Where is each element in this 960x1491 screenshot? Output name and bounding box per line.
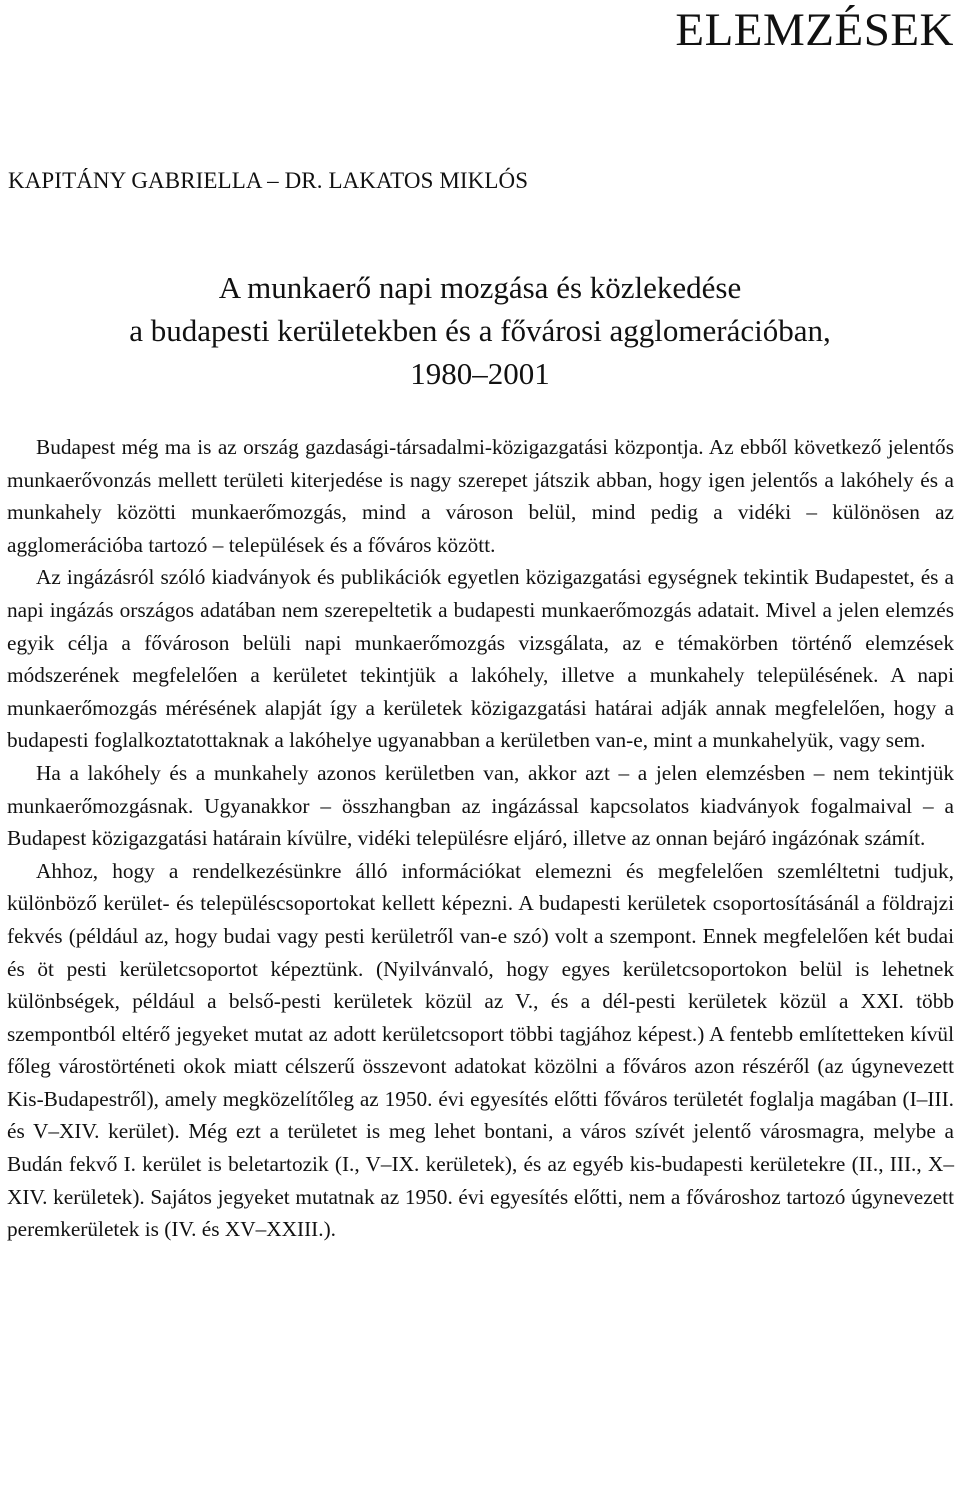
- paragraph-3: Ha a lakóhely és a munkahely azonos kerületben van, akkor azt – a jelen elemzésben – nem tekintjük munkaerőmozgásnak. Ugyanakkor – összhangban az ingázással kapcsolatos kiadványok fogalmaival – a Budapest közigazgatási határain kívülre, vidéki településre eljáró, illetve az onnan bejáró ingázónak számít.: [7, 760, 954, 851]
- article-body: [7, 431, 954, 1246]
- paragraph-4: Ahhoz, hogy a rendelkezésünkre álló információkat elemezni és megfelelően szemléltetni tudjuk, különböző kerület- és településcsoportokat kellett képezni. A budapesti kerületek csoportosításánál a földrajzi fekvés (például az, hogy budai vagy pesti kerületről van-e szó) volt a szempont. Ennek megfelelően két budai és öt pesti kerületcsoportot képeztünk. (Nyilvánvaló, hogy egyes kerületcsoportokon belül is lehetnek különbségek, például a belső-pesti kerületek közül az V., és a dél-pesti kerületek közül a XXI. több szempontból eltérő jegyeket mutat az adott kerületcsoport többi tagjához képest.) A fentebb említetteken kívül főleg várostörténeti okok miatt célszerű összevont adatokat közölni a főváros azon részéről (az úgynevezett Kis-Budapestről), amely megközelítőleg az 1950. évi egyesítés előtti főváros területét foglalja magában (I–III. és V–XIV. kerület). Még ezt a területet is meg lehet bontani, a város szívét jelentő városmagra, melybe a Budán fekvő I. kerület is beletartozik (I., V–IX. kerületek), és az egyéb kis-budapesti kerületekre (II., III., X–XIV. kerületek). Sajátos jegyeket mutatnak az 1950. évi egyesítés előtti, nem a fővároshoz tartozó úgynevezett peremkerületek is (IV. és XV–XXIII.).: [7, 858, 954, 1242]
- section-header: ELEMZÉSEK: [675, 4, 954, 56]
- title-line-1: A munkaerő napi mozgása és közlekedése: [218, 270, 742, 305]
- article-title: [0, 266, 960, 395]
- title-line-2: a budapesti kerületekben és a fővárosi agglomerációban,: [129, 313, 831, 348]
- title-line-3: 1980–2001: [410, 356, 550, 391]
- paragraph-2: Az ingázásról szóló kiadványok és publikációk egyetlen közigazgatási egységnek tekintik Budapestet, és a napi ingázás országos adatában nem szerepeltetik a budapesti munkaerőmozgás adatait. Mivel a jelen elemzés egyik célja a fővároson belüli napi munkaerőmozgás vizsgálata, az e témakörben történő elemzések módszerének megfelelően a kerületet tekintjük a lakóhely, illetve a munkahely településének. A napi munkaerőmozgás mérésének alapját így a kerületek közigazgatási határai adják annak megfelelően, hogy a budapesti foglalkoztatottaknak a lakóhelye ugyanabban a kerületben van-e, mint a munkahelyük, vagy sem.: [7, 565, 954, 753]
- authors-line: KAPITÁNY GABRIELLA – DR. LAKATOS MIKLÓS: [8, 168, 529, 193]
- paragraph-1: Budapest még ma is az ország gazdasági-társadalmi-közigazgatási központja. Az ebből következő jelentős munkaerővonzás mellett területi kiterjedése is nagy szerepet játszik abban, hogy igen jelentős a lakóhely és a munkahely közötti munkaerőmozgás, mind a városon belül, mind pedig a vidéki – különösen az agglomerációba tartozó – települések és a főváros között.: [7, 435, 954, 557]
